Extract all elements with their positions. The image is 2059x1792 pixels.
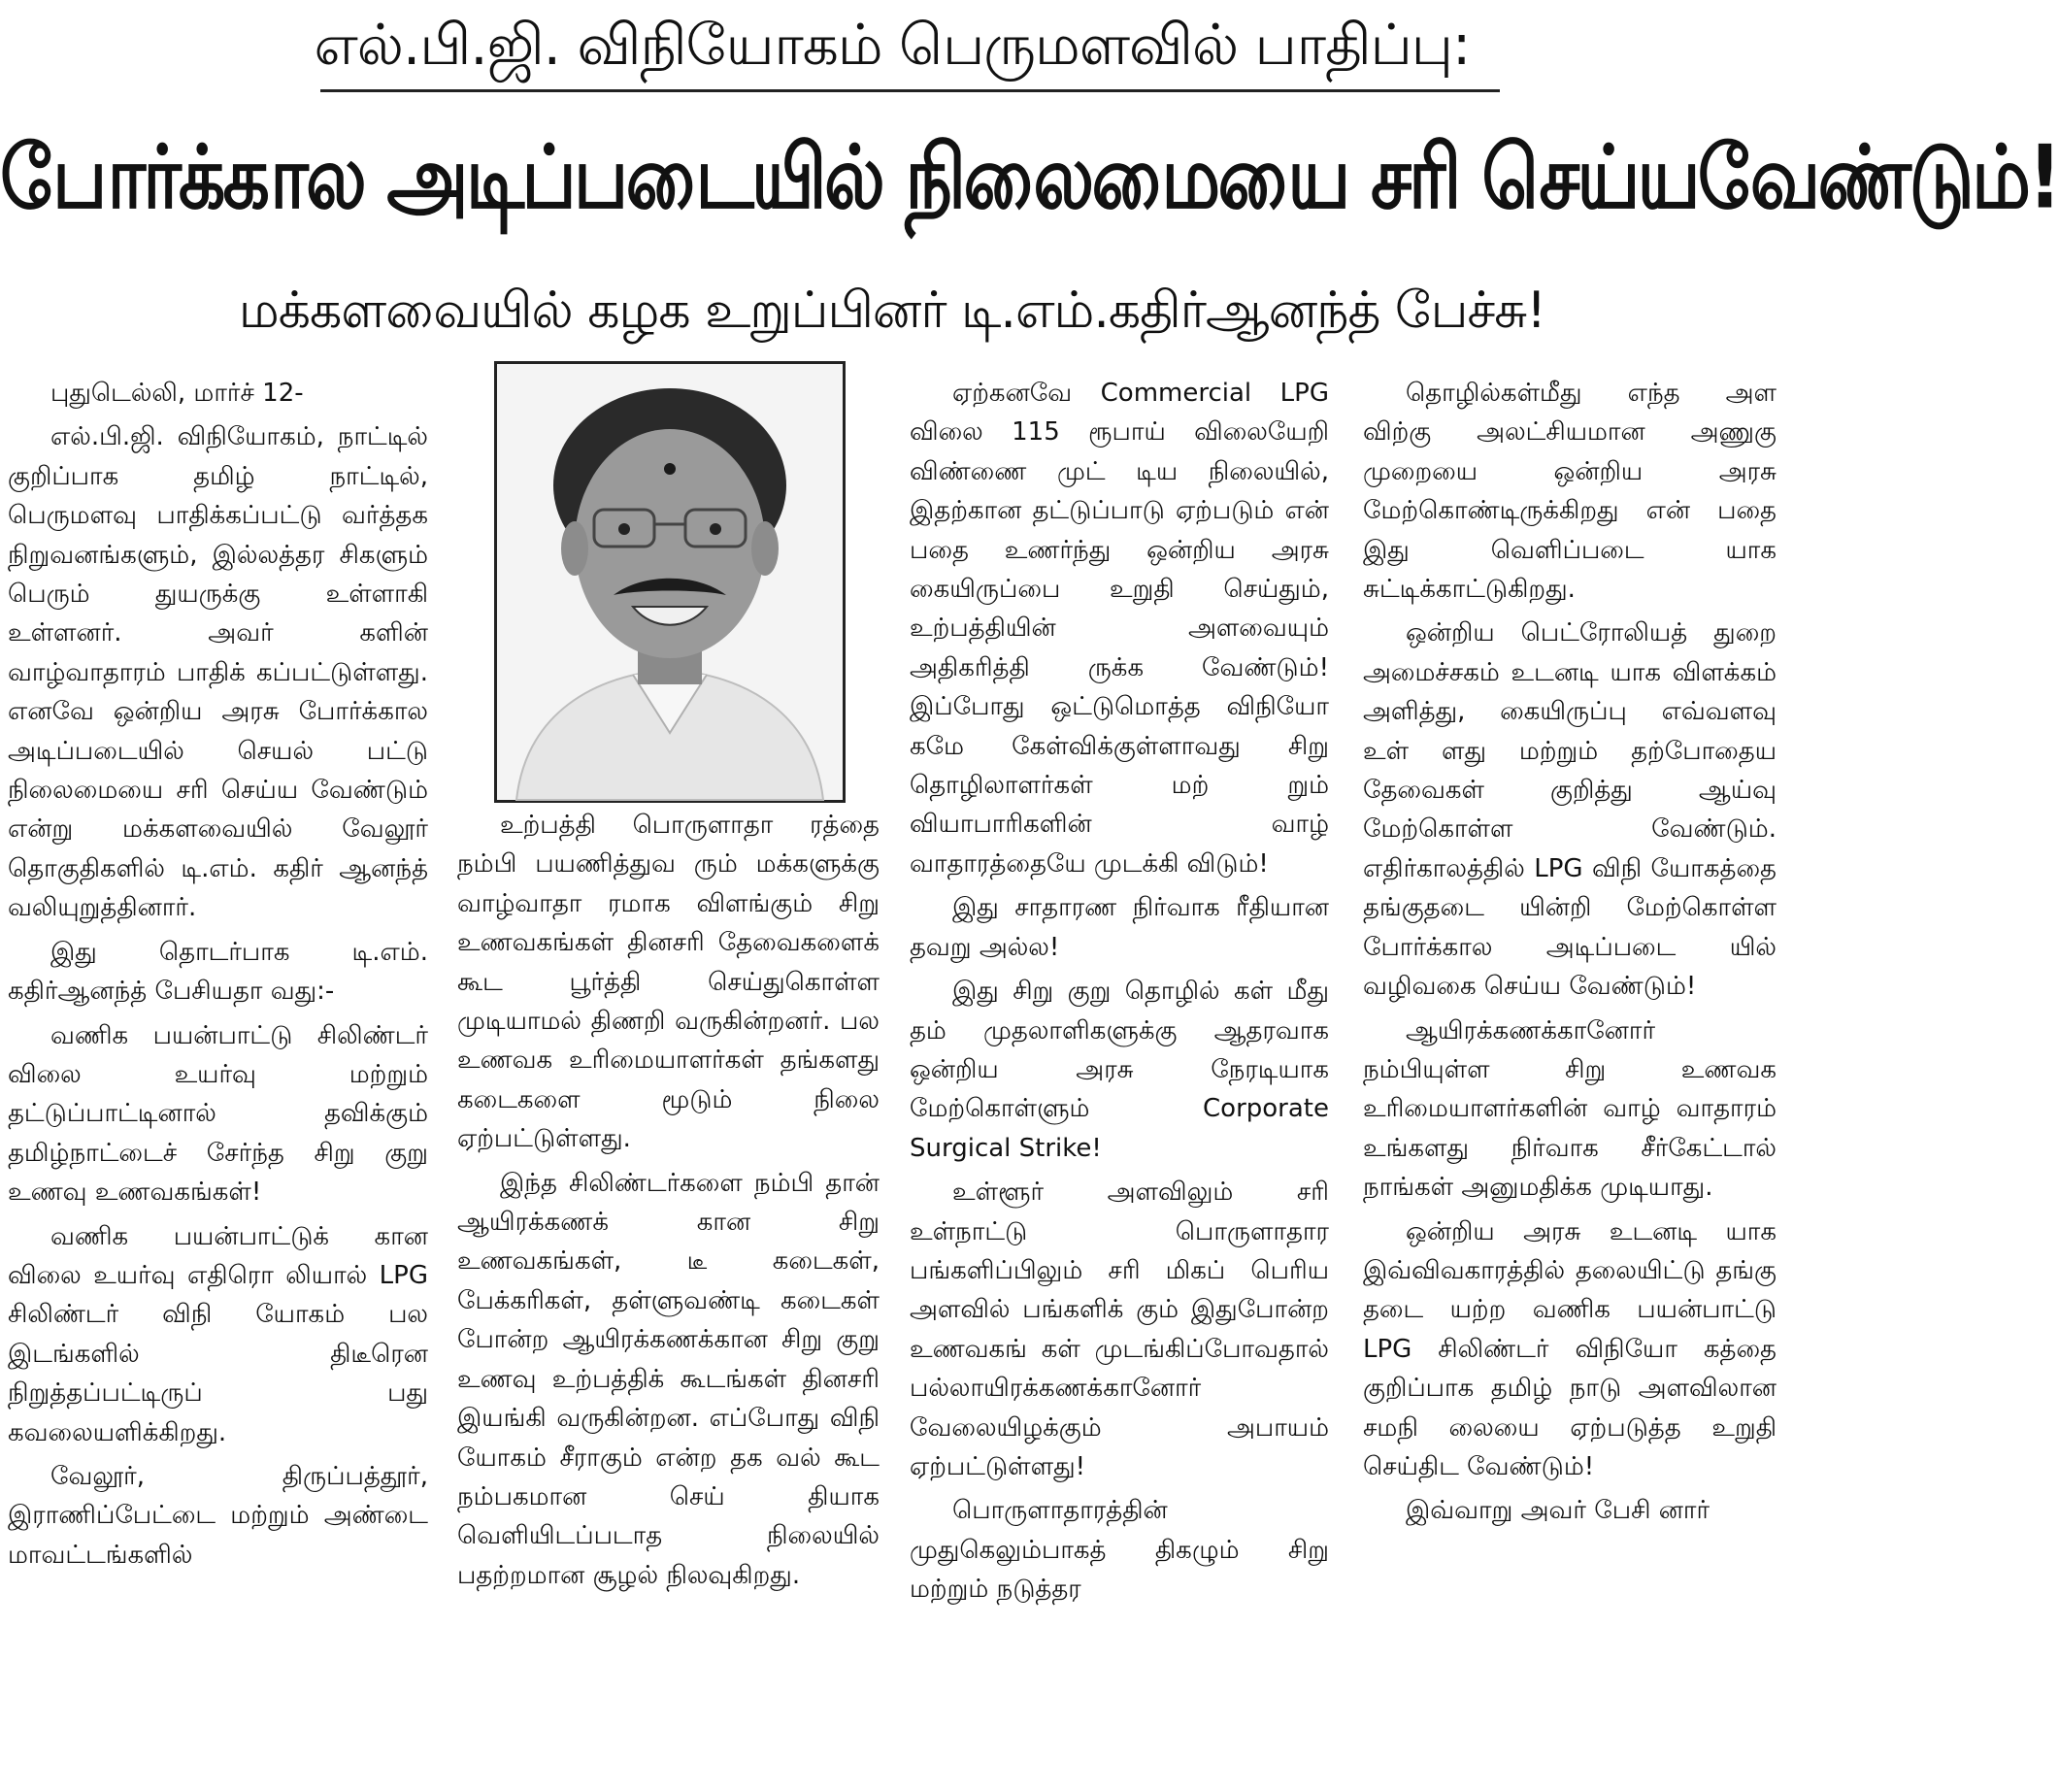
kicker-headline: எல்.பி.ஜி. விநியோகம் பெருமளவில் பாதிப்பு: [314, 12, 1471, 78]
paragraph: இவ்வாறு அவர் பேசி னார் [1406, 1496, 1710, 1526]
portrait-illustration [497, 364, 843, 800]
paragraph: இந்த சிலிண்டர்களை நம்பி தான் ஆயிரக்கணக் கான சிறு உணவகங்கள், டீ கடைகள், பேக்கரிகள், தள்ளுவண்டி கடைகள் போன்ற ஆயிரக்கணக்கான சிறு குறு உணவு உற்பத்திக் கூடங்கள் தினசரி இயங்கி வருகின்றன. எப்போது விநி யோகம் சீராகும் என்ற தக வல் கூட நம்பகமான செய் தியாக வெளியிடப்படாத நிலையில் பதற்றமான சூழல் நிலவுகிறது. [457, 1168, 880, 1590]
article-column-1 [8, 374, 428, 1792]
paragraph: பொருளாதாரத்தின் முதுகெலும்பாகத் திகழும் சிறு மற்றும் நடுத்தர [910, 1496, 1329, 1605]
paragraph: ஒன்றிய பெட்ரோலியத் துறை அமைச்சகம் உடனடி யாக விளக்கம் அளித்து, கையிருப்பு எவ்வளவு உள் ளது மற்றும் தற்போதைய தேவைகள் குறித்து ஆய்வு மேற்கொள்ள வேண்டும். எதிர்காலத்தில் LPG விநி யோகத்தை தங்குதடை யின்றி மேற்கொள்ள போர்க்கால அடிப்படை யில் வழிவகை செய்ய வேண்டும்! [1363, 618, 1777, 1002]
paragraph: எல்.பி.ஜி. விநியோகம், நாட்டில் குறிப்பாக தமிழ் நாட்டில், பெருமளவு பாதிக்கப்பட்டு வர்த்தக நிறுவனங்களும், இல்லத்தர சிகளும் பெரும் துயருக்கு உள்ளாகி உள்ளனர். அவர் களின் வாழ்வாதாரம் பாதிக் கப்பட்டுள்ளது. எனவே ஒன்றிய அரசு போர்க்கால அடிப்படையில் செயல் பட்டு நிலைமையை சரி செய்ய வேண்டும் என்று மக்களவையில் வேலூர் தொகுதிகளில் டி.எம். கதிர் ஆனந்த் வலியுறுத்தினார். [8, 422, 428, 923]
sub-headline: மக்களவையில் கழக உறுப்பினர் டி.எம்.கதிர்ஆனந்த் பேச்சு! [238, 282, 1546, 340]
paragraph: உள்ளூர் அளவிலும் சரி உள்நாட்டு பொருளாதார பங்களிப்பிலும் சரி மிகப் பெரிய அளவில் பங்களிக் கும் இதுபோன்ற உணவகங் கள் முடங்கிப்போவதால் பல்லாயிரக்கணக்கானோர் வேலையிழக்கும் அபாயம் ஏற்பட்டுள்ளது! [910, 1178, 1329, 1481]
dateline: புதுடெல்லி, மார்ச் 12- [50, 379, 304, 408]
paragraph: இது சாதாரண நிர்வாக ரீதியான தவறு அல்ல! [910, 893, 1329, 962]
main-headline: போர்க்கால அடிப்படையில் நிலைமையை சரி செய்யவேண்டும்! [0, 125, 2059, 228]
paragraph: தொழில்கள்மீது எந்த அள விற்கு அலட்சியமான அணுகு முறையை ஒன்றிய அரசு மேற்கொண்டிருக்கிறது என் பதை இது வெளிப்படை யாக சுட்டிக்காட்டுகிறது. [1363, 379, 1777, 605]
paragraph: உற்பத்தி பொருளாதா ரத்தை நம்பி பயணித்துவ ரும் மக்களுக்கு வாழ்வாதா ரமாக விளங்கும் சிறு உணவகங்கள் தினசரி தேவைகளைக் கூட பூர்த்தி செய்துகொள்ள முடியாமல் திணறி வருகின்றனர். பல உணவக உரிமையாளர்கள் தங்களது கடைகளை மூடும் நிலை ஏற்பட்டுள்ளது. [457, 811, 880, 1154]
paragraph: ஒன்றிய அரசு உடனடி யாக இவ்விவகாரத்தில் தலையிட்டு தங்கு தடை யற்ற வணிக பயன்பாட்டு LPG சிலிண்டர் விநியோ கத்தை குறிப்பாக தமிழ் நாடு அளவிலான சமநி லையை ஏற்படுத்த உறுதி செய்திட வேண்டும்! [1363, 1216, 1777, 1481]
paragraph: வேலூர், திருப்பத்தூர், இராணிப்பேட்டை மற்றும் அண்டை மாவட்டங்களில் [8, 1461, 428, 1570]
article-column-4 [1363, 374, 1777, 1792]
paragraph: இது சிறு குறு தொழில் கள் மீது தம் முதலாளிகளுக்கு ஆதரவாக ஒன்றிய அரசு நேரடியாக மேற்கொள்ளும் Corporate Surgical Strike! [910, 977, 1329, 1163]
paragraph: இது தொடர்பாக டி.எம். கதிர்ஆனந்த் பேசியதா வது:- [8, 937, 428, 1007]
paragraph: ஆயிரக்கணக்கானோர் நம்பியுள்ள சிறு உணவக உரிமையாளர்களின் வாழ் வாதாரம் உங்களது நிர்வாக சீர்கேட்டால் நாங்கள் அனுமதிக்க முடியாது. [1363, 1015, 1777, 1203]
article-column-3 [910, 374, 1329, 1792]
paragraph: வணிக பயன்பாட்டுக் கான விலை உயர்வு எதிரொ லியால் LPG சிலிண்டர் விநி யோகம் பல இடங்களில் திடீரென நிறுத்தப்பட்டிருப் பது கவலையளிக்கிறது. [8, 1221, 428, 1447]
article-column-2 [457, 806, 880, 1792]
paragraph: வணிக பயன்பாட்டு சிலிண்டர் விலை உயர்வு மற்றும் தட்டுப்பாட்டினால் தவிக்கும் தமிழ்நாட்டைச் சேர்ந்த சிறு குறு உணவு உணவகங்கள்! [8, 1020, 428, 1208]
portrait-photo [494, 361, 846, 803]
paragraph: ஏற்கனவே Commercial LPG விலை 115 ரூபாய் விலையேறி விண்ணை முட் டிய நிலையில், இதற்கான தட்டுப்பாடு ஏற்படும் என் பதை உணர்ந்து ஒன்றிய அரசு கையிருப்பை உறுதி செய்தும், உற்பத்தியின் அளவையும் அதிகரித்தி ருக்க வேண்டும்! இப்போது ஒட்டுமொத்த விநியோ கமே கேள்விக்குள்ளாவது சிறு தொழிலாளர்கள் மற் றும் வியாபாரிகளின் வாழ் வாதாரத்தையே முடக்கி விடும்! [910, 379, 1329, 879]
kicker-underline [320, 89, 1500, 92]
